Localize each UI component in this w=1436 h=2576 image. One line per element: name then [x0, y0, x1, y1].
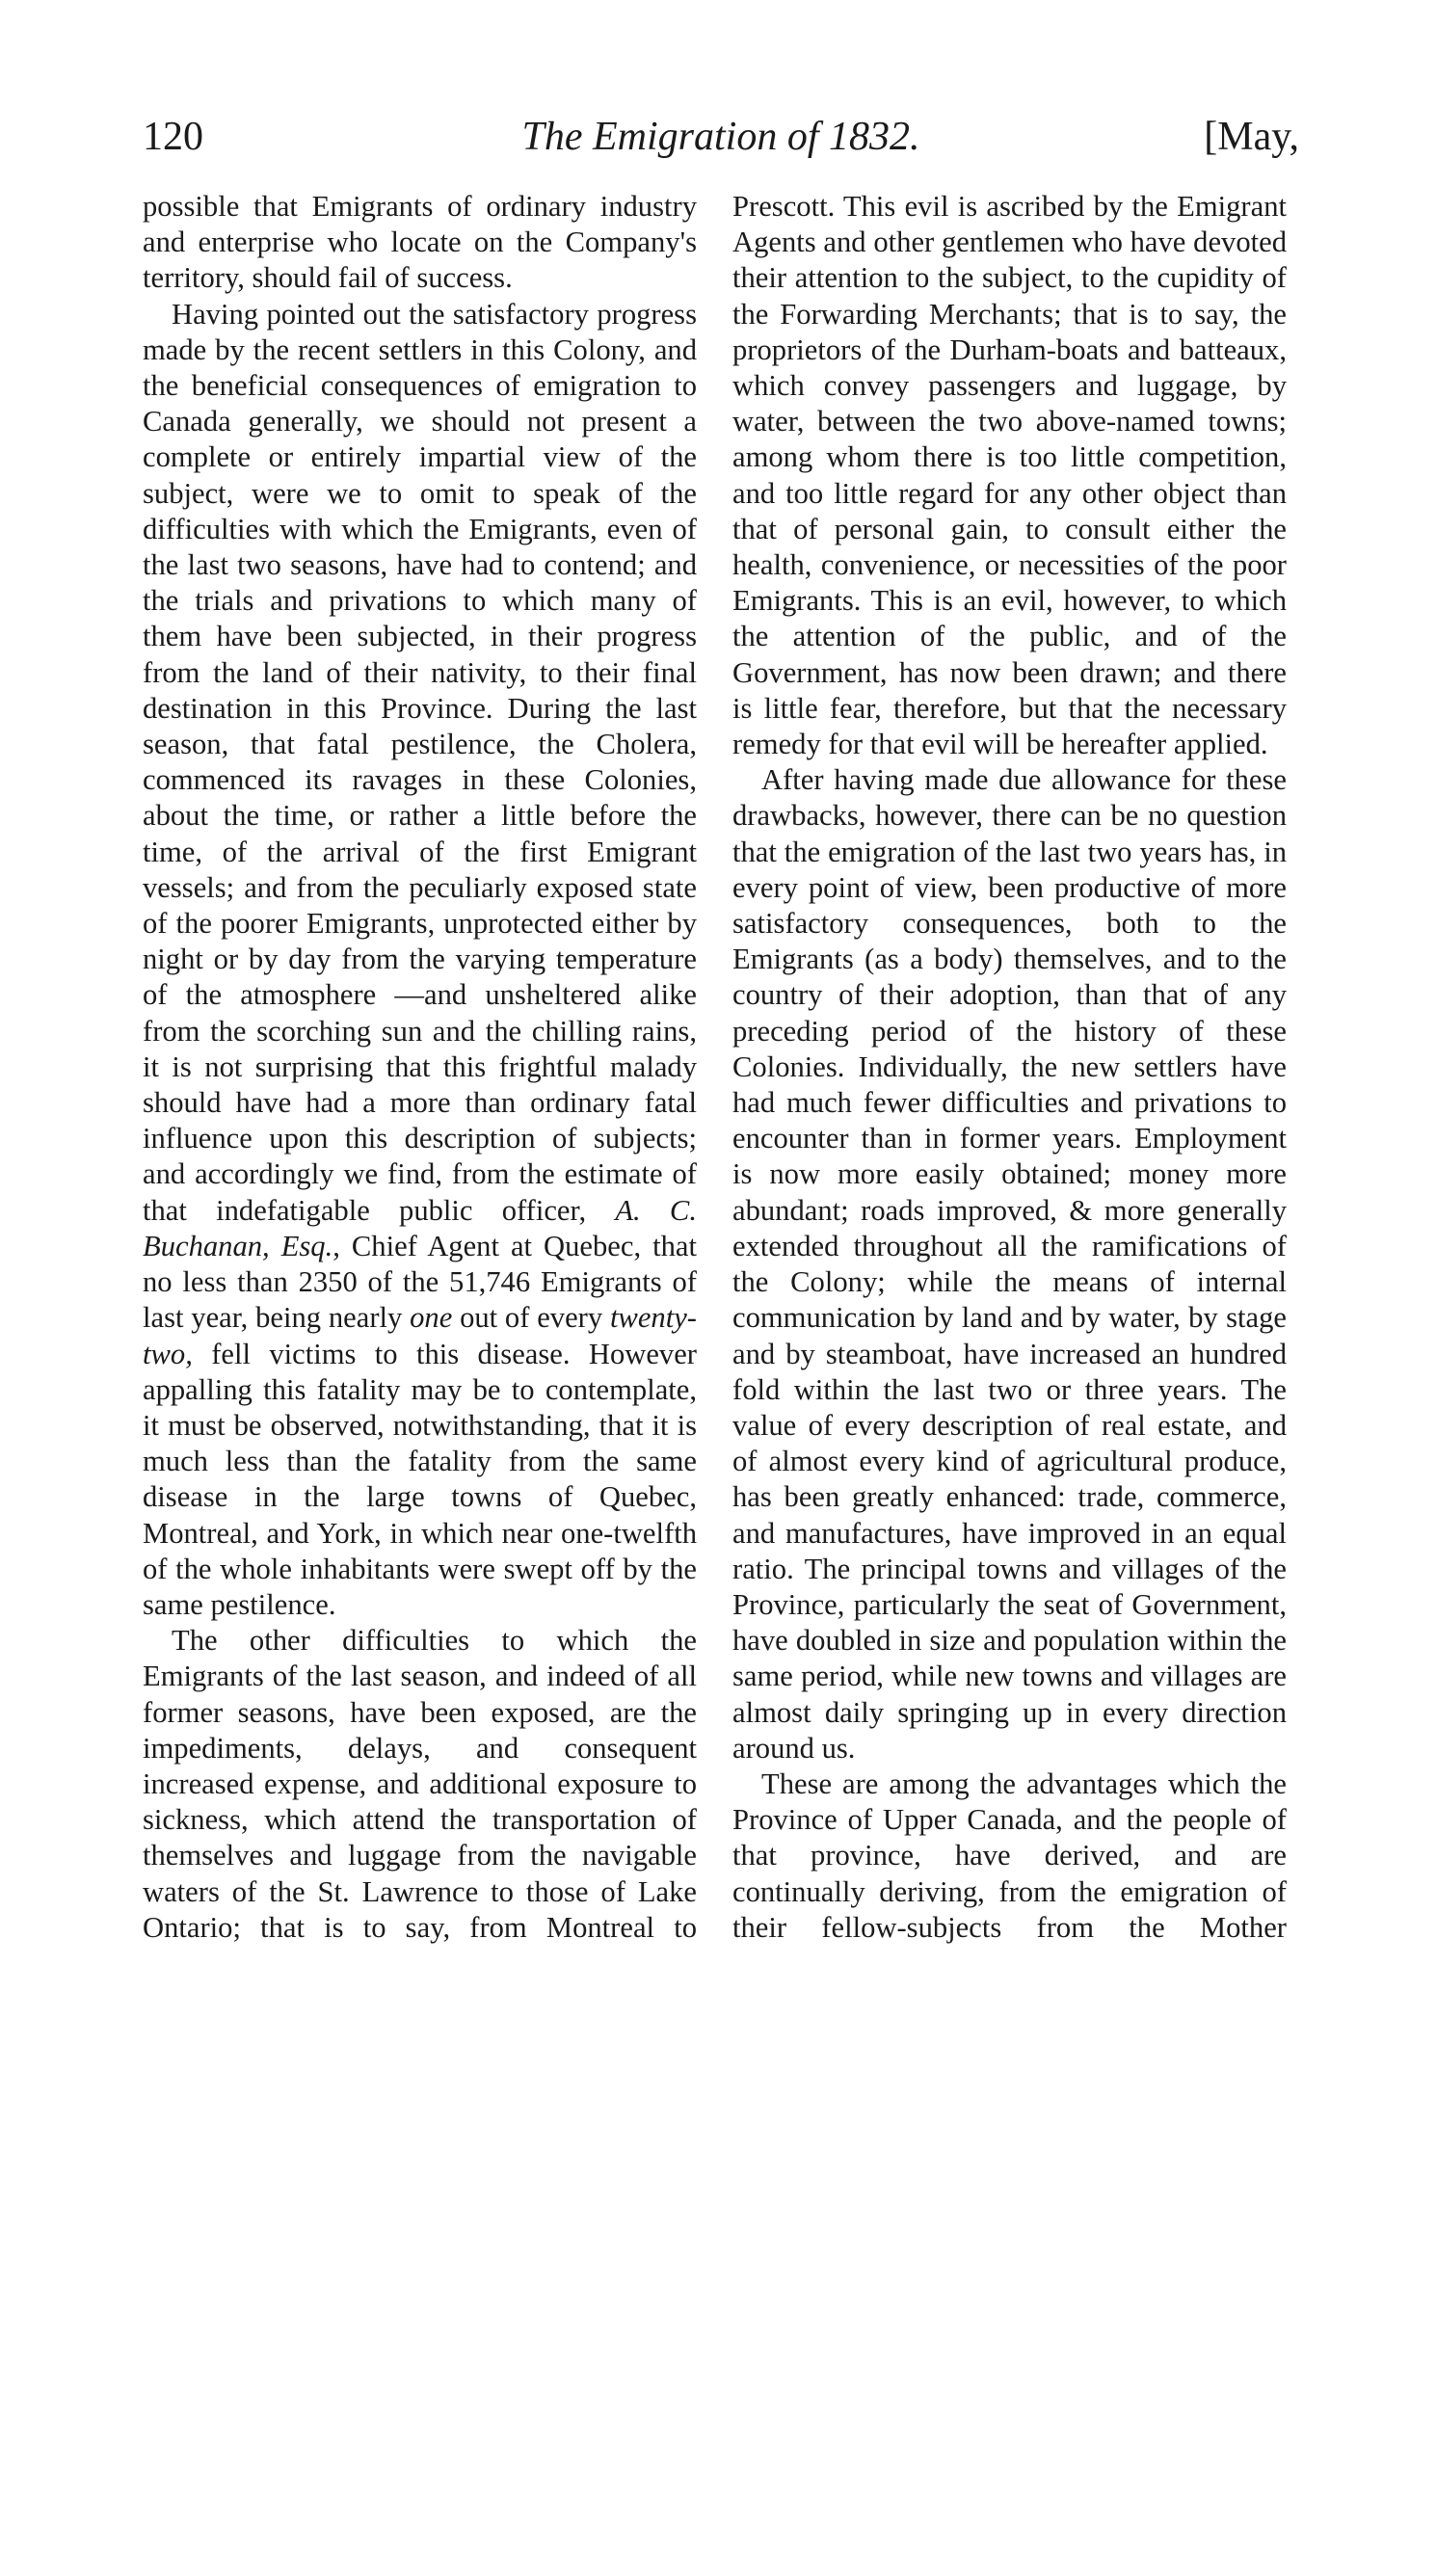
page-header: [143, 108, 1299, 166]
page-number: 120: [143, 115, 203, 159]
emphasis-one: one: [410, 1301, 453, 1335]
text-segment: out of every: [452, 1301, 610, 1335]
running-title: The Emigration of 1832.: [521, 115, 920, 159]
left-column: [143, 189, 697, 1946]
paragraph-allowance: After having made due allowance for these drawbacks, however, there can be no question that the emigration of the last two years has, in every point of view, been productive of more satisfactory consequences, both to the Emigrants (as a body) themselves, and to the country of their adoption, than that of any preceding period of the history of these Colonies. Individually, the new settlers have had much fewer difficulties and privations to encounter than in former years. Employment is now more easily obtained; money more abundant; roads improved, & more generally extended throughout all the ramifications of the Colony; while the means of internal communication by land and by water, by stage and by steamboat, have increased an hundred fold within the last two or three years. The value of every description of real estate, and of almost every kind of agricultural produce, has been greatly enhanced: trade, commerce, and manufactures, have improved in an equal ratio. The principal towns and villages of the Province, particularly the seat of Government, have doubled in size and population within the same period, while new towns and villages are almost daily springing up in every direction around us.: [732, 763, 1287, 1765]
paragraph-transport: The other difficulties to which the Emigrants of the last season, and indeed of all former seasons, have been exposed, are the impediments, delays, and consequent increased expense, and additional exposure to sickness, which attend the transportation of themselves and luggage from the navigable waters of the St. Lawrence to those of Lake Ontario; that is to say, from Montreal to: [143, 1624, 697, 1944]
paragraph-prescott: Prescott. This evil is ascribed by the Emigrant Agents and other gentlemen who have devoted their attention to the subject, to the cupidity of the Forwarding Merchants; that is to say, the proprietors of the Durham-boats and batteaux, which convey passengers and luggage, by water, between the two above-named towns; among whom there is too little competition, and too little regard for any other object than that of personal gain, to consult either the health, convenience, or necessities of the poor Emigrants. This is an evil, however, to which the attention of the public, and of the Government, has now been drawn; and there is little fear, therefore, but that the necessary remedy for that evil will be hereafter applied.: [732, 190, 1287, 761]
text-segment: fell victims to this disease. However appalling this fatality may be to contemplate, it must be observed, notwithstanding, that it is much less than the fatality from the same disease in the large towns of Quebec, Montreal, and York, in which near one-twelfth of the whole inhabitants were swept off by the same pestilence.: [143, 1337, 697, 1621]
paragraph-difficulties: [143, 297, 697, 1624]
paragraph-advantages: These are among the advantages which the Province of Upper Canada, and the people of that province, have derived, and are continually deriving, from the emigration of their fellow-subjects from the Mother: [732, 1766, 1287, 1944]
officer-name: A. C. Buchanan, Esq.: [143, 1193, 697, 1262]
text-segment: , Chief Agent at Quebec, that no less than 2350 of the 51,746 Emigrants of last year, being nearly: [143, 1229, 697, 1335]
right-column: [732, 189, 1287, 1946]
running-date: [May,: [1204, 115, 1299, 159]
text-segment: Having pointed out the satisfactory progress made by the recent settlers in this Colony, and the beneficial consequences of emigration to Canada generally, we should not present a complete or entirely impartial view of the subject, were we to omit to speak of the difficulties with which the Emigrants, even of the last two seasons, have had to contend; and the trials and privations to which many of them have been subjected, in their progress from the land of their nativity, to their final destination in this Province. During the last season, that fatal pestilence, the Cholera, commenced its ravages in these Colonies, about the time, or rather a little before the time, of the arrival of the first Emigrant vessels; and from the peculiarly exposed state of the poorer Emigrants, unprotected either by night or by day from the varying temperature of the atmosphere —and unsheltered alike from the scorching sun and the chilling rains, it is not surprising that this frightful malady should have had a more than ordinary fatal influence upon this description of subjects; and accordingly we find, from the estimate of that indefatigable public officer,: [143, 297, 697, 1227]
emphasis-twenty-two: twenty-two,: [143, 1301, 697, 1370]
paragraph-continued: possible that Emigrants of ordinary industry and enterprise who locate on the Company's territory, should fail of success.: [143, 190, 697, 295]
